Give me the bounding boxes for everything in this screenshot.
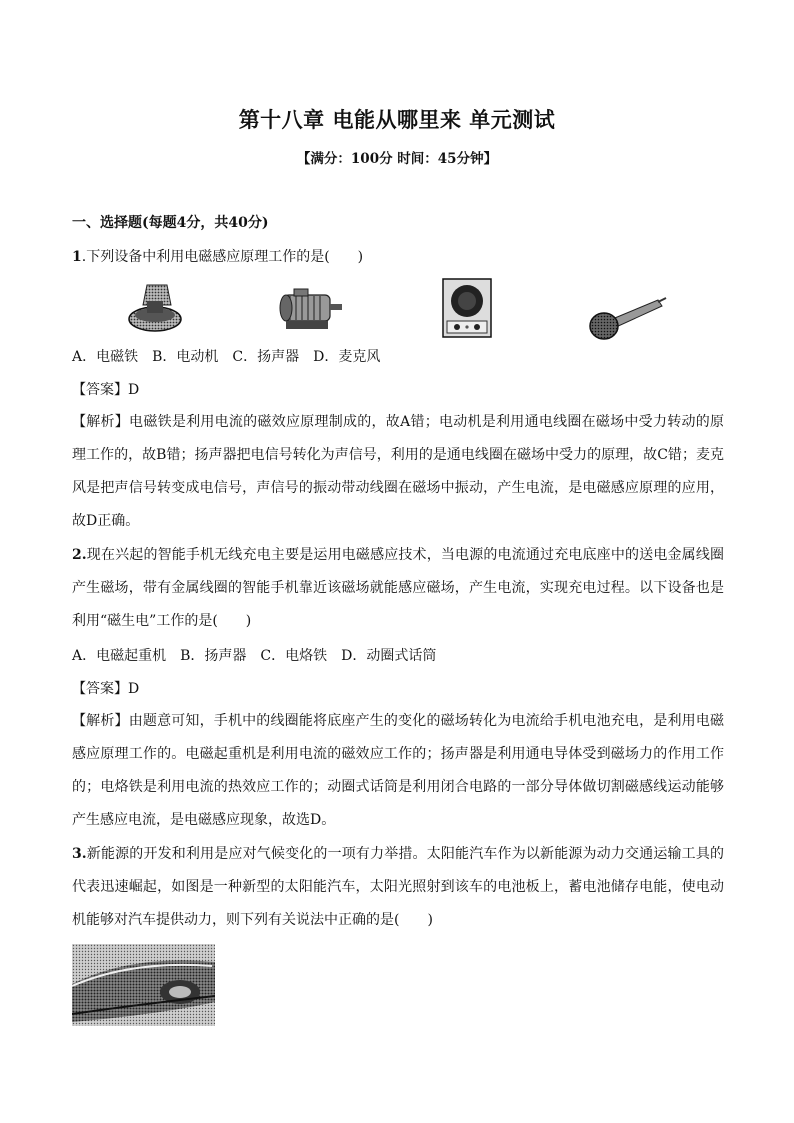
question-3-text: 新能源的开发和利用是应对气候变化的一项有力举措。太阳能汽车作为以新能源为动力交通运输工具的代表迅速崛起，如图是一种新型的太阳能汽车，太阳光照射到该车的电池板上，蓄电池储存电能，使电动机能够对汽车提供动力，则下列有关说法中正确的是( ) <box>72 846 724 928</box>
page-title: 第十八章 电能从哪里来 单元测试 <box>238 107 556 132</box>
question-3-stem <box>72 838 724 937</box>
motor-image <box>276 287 346 333</box>
question-1-number: 1 <box>72 249 82 265</box>
electromagnet-image <box>127 279 183 335</box>
question-1-analysis: 【解析】电磁铁是利用电流的磁效应原理制成的，故A错；电动机是利用通电线圈在磁场中受力转动的原理工作的，故B错；扬声器把电信号转化为声信号，利用的是通电线圈在磁场中受力的原理，故C错；麦克风是把声信号转变成电信号，声信号的振动带动线圈在磁场中振动，产生电流，是电磁感应原理的应用，故D正确。 <box>72 414 724 529</box>
question-2-options: A．电磁起重机 B．扬声器 C．电烙铁 D．动圈式话筒 <box>72 648 437 664</box>
exam-info: 【满分：100分 时间：45分钟】 <box>296 151 498 167</box>
microphone-image <box>588 294 668 342</box>
question-1-answer: 【答案】D <box>72 382 140 398</box>
question-1-text: .下列设备中利用电磁感应原理工作的是( ) <box>81 249 364 265</box>
question-2-text: 现在兴起的智能手机无线充电主要是运用电磁感应技术，当电源的电流通过充电底座中的送电金属线圈产生磁场，带有金属线圈的智能手机靠近该磁场就能感应磁场，产生电流，实现充电过程。以下设备也是利用“磁生电”工作的是( ) <box>72 547 724 629</box>
solar-car-image <box>72 944 215 1026</box>
question-1-options: A．电磁铁 B．电动机 C．扬声器 D．麦克风 <box>72 349 381 365</box>
question-3-number: 3. <box>72 846 87 862</box>
speaker-image <box>441 277 493 339</box>
question-2-analysis: 【解析】由题意可知，手机中的线圈能将底座产生的变化的磁场转化为电流给手机电池充电，是利用电磁感应原理工作的。电磁起重机是利用电流的磁效应工作的；扬声器是利用通电导体受到磁场力的作用工作的；电烙铁是利用电流的热效应工作的；动圈式话筒是利用闭合电路的一部分导体做切割磁感线运动能够产生感应电流，是电磁感应现象，故选D。 <box>72 713 724 828</box>
question-2-stem <box>72 539 724 638</box>
section-heading: 一、选择题(每题4分，共40分) <box>72 215 269 231</box>
question-1-stem <box>72 247 732 267</box>
question-2-number: 2. <box>72 547 87 563</box>
question-2-answer: 【答案】D <box>72 681 140 697</box>
